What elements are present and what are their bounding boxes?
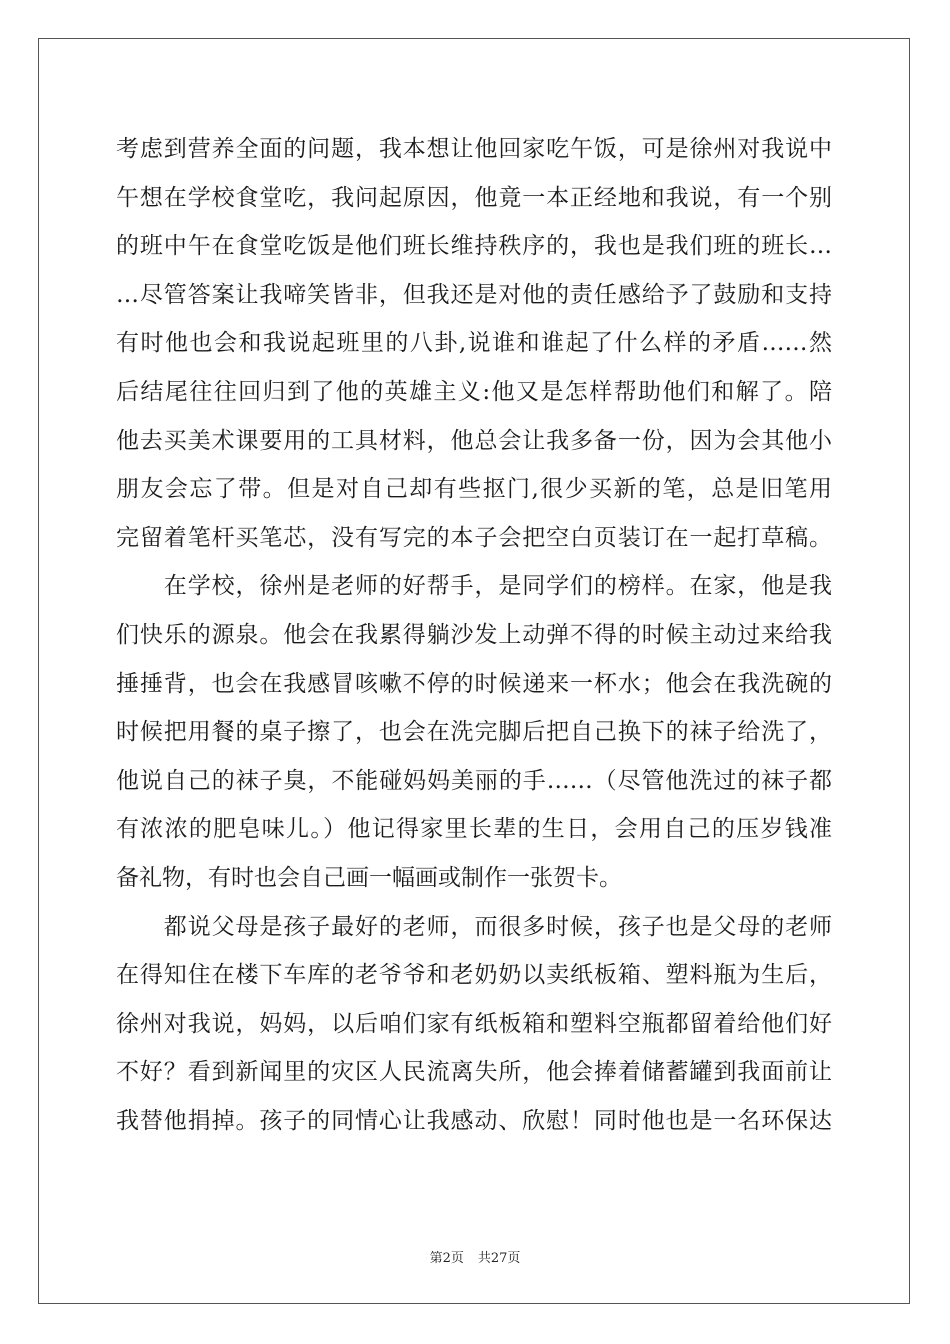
text-line: 他去买美术课要用的工具材料，他总会让我多备一份，因为会其他小 <box>116 427 832 454</box>
text-line: 在学校，徐州是老师的好帮手，是同学们的榜样。在家，他是我 <box>116 573 832 600</box>
text-line: 完留着笔杆买笔芯，没有写完的本子会把空白页装订在一起打草稿。 <box>116 524 832 551</box>
text-line: 备礼物，有时也会自己画一幅画或制作一张贺卡。 <box>116 864 622 891</box>
text-line: 午想在学校食堂吃，我问起原因，他竟一本正经地和我说，有一个别 <box>116 184 832 211</box>
page-footer <box>0 1247 950 1266</box>
text-line: 有时他也会和我说起班里的八卦,说谁和谁起了什么样的矛盾……然 <box>116 330 832 357</box>
text-line: 我替他捐掉。孩子的同情心让我感动、欣慰！同时他也是一名环保达 <box>116 1107 832 1134</box>
text-line: 时候把用餐的桌子擦了，也会在洗完脚后把自己换下的袜子给洗了， <box>116 719 832 746</box>
text-line: 考虑到营养全面的问题，我本想让他回家吃午饭，可是徐州对我说中 <box>116 136 832 162</box>
text-line: 他说自己的袜子臭，不能碰妈妈美丽的手……（尽管他洗过的袜子都 <box>116 767 832 794</box>
text-line: 们快乐的源泉。他会在我累得躺沙发上动弹不得的时候主动过来给我 <box>116 621 832 648</box>
text-line: 有浓浓的肥皂味儿。）他记得家里长辈的生日，会用自己的压岁钱准 <box>116 816 832 843</box>
text-line: 都说父母是孩子最好的老师，而很多时候，孩子也是父母的老师 <box>116 913 832 940</box>
text-line: 朋友会忘了带。但是对自己却有些抠门,很少买新的笔，总是旧笔用 <box>116 476 832 503</box>
text-line: 徐州对我说，妈妈，以后咱们家有纸板箱和塑料空瓶都留着给他们好 <box>116 1010 832 1037</box>
page-number-current: 第2页 <box>429 1251 464 1266</box>
text-line: 的班中午在食堂吃饭是他们班长维持秩序的，我也是我们班的班长… <box>116 233 832 260</box>
text-line: 不好？看到新闻里的灾区人民流离失所，他会捧着储蓄罐到我面前让 <box>116 1059 832 1086</box>
page-number-total: 共27页 <box>477 1251 521 1266</box>
text-line: …尽管答案让我啼笑皆非，但我还是对他的责任感给予了鼓励和支持 <box>116 281 832 308</box>
text-line: 后结尾往往回归到了他的英雄主义:他又是怎样帮助他们和解了。陪 <box>116 378 832 405</box>
body-text <box>116 125 832 1145</box>
text-line: 在得知住在楼下车库的老爷爷和老奶奶以卖纸板箱、塑料瓶为生后， <box>116 962 832 989</box>
text-line: 捶捶背，也会在我感冒咳嗽不停的时候递来一杯水；他会在我洗碗的 <box>116 670 832 697</box>
